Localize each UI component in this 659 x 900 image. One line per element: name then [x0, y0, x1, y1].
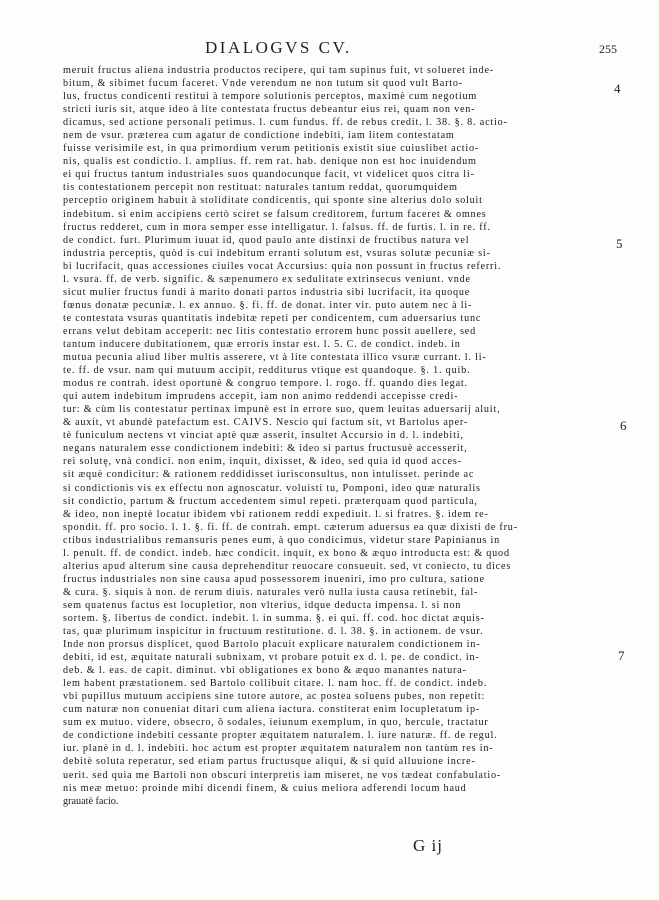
text-segment: & auxit, vt abundè patefactum est.: [63, 417, 234, 429]
text-line: bitum, & sibimet fucum faceret. Vnde verendum ne non tutum sit quod vult Barto-: [63, 78, 463, 90]
text-line: bi lucrifacit, quas accessiones ciuiles vocat Accursius: quia non possunt in fructus referri.: [63, 260, 502, 272]
text-line: indebitum. si enim accipiens certò sciret se falsum creditorem, furtum faceret & omnes: [63, 208, 487, 220]
text-line: iur. planè in d. l. indebiti. hoc actum est propter æquitatem naturalem non tantùm res in-: [63, 743, 494, 755]
running-title: DIALOGVS CV.: [205, 38, 352, 57]
text-line: errans velut debitam acceperit: nec litis contestatio errorem hunc possit auellere, sed: [63, 325, 477, 337]
text-line: rei solutę, vnà condici. non enim, inquit, dixisset, & ideo, sed quia id quod acces-: [63, 456, 462, 468]
text-line: nis meæ metuo: proinde mihi dicendi finem, & cuius meliora adferendi locum haud: [63, 782, 467, 794]
text-line: debitè soluta reperatur, sed etiam partus fructusque aliqui, & si quid alluuione incre-: [63, 756, 476, 768]
signature-mark: G ij: [413, 836, 443, 855]
text-line: vbi pupillus mutuum accipiens sine tutore autore, ac postea soluens pubes, non repetit:: [63, 691, 486, 703]
text-line: Inde non prorsus displicet, quod Bartolo placuit explicare naturalem condictionem in-: [63, 639, 481, 651]
text-line: te contestata vsuras quantitatis indebitæ repeti per condicentem, cum aduersarius tunc: [63, 312, 482, 324]
page-number: 255: [599, 42, 617, 56]
text-line: de condict. furt. Plurimum iuuat id, quod paulo ante distinxi de fructibus natura vel: [63, 234, 470, 246]
text-line: tè funiculum nectens vt vinciat aptè quæ asserit, insultet Accursio in d. l. indebiti,: [63, 430, 464, 442]
text-line: si condictionis vis ex effectu non agnoscatur. voluisti tu, Pomponi, ideo quæ naturalis: [63, 482, 481, 494]
text-line: grauatè facio.: [63, 795, 119, 807]
text-line: tur: & cùm lis contestatur pertinax impunè est in errore suo, quem leuitas aduersarij aluit,: [63, 404, 501, 416]
text-line: te. ff. de vsur. nam qui mutuum accipit, redditurus vtique est quandoque. §. 1. quib.: [63, 365, 471, 377]
margin-note-6: 6: [620, 418, 627, 433]
text-line: & cura. §. siquis à non. de rerum diuis. naturales verò nulla iusta causa retinebit, fal-: [63, 586, 479, 598]
text-line: debiti, id est, æquitate naturali subnixam, vt probare potuit ex d. l. pe. de condict. in-: [63, 652, 480, 664]
text-line: l. penult. ff. de condict. indeb. hæc condicit. inquit, ex bono & æquo introducta est: & quod: [63, 547, 510, 559]
text-line: & ideo, non ineptè locatur ibidem vbi rationem reddi expediuit. l. si fratres. §. idem re-: [63, 508, 489, 520]
text-line: cum naturæ non conueniat ditari cum aliena iactura. constiterat enim locupletatum ip-: [63, 704, 481, 716]
text-line: stricti iuris sit, atque ideo à lite contestata fructus debeantur eius rei, quam non ven-: [63, 104, 476, 116]
text-line: fœnus donatæ pecuniæ. l. ex annuo. §. fi. ff. de donat. inter vir. puto autem nec à li-: [63, 299, 473, 311]
text-line: ei qui fructus tantum industriales suos quandocunque facit, vt videlicet quos citra li-: [63, 169, 475, 181]
text-line: lus, fructus condicenti restitui à tempore solutionis perceptos, maximè cum negotium: [63, 91, 478, 103]
text-line: fructus redderet, cum in mora semper esse intelligatur. l. falsus. ff. de furtis. l. in re. ff.: [63, 221, 491, 233]
margin-note-7: 7: [618, 648, 625, 663]
text-line: sicut mulier fructus fundi à marito donati partos industria sibi lucrifacit, ita quoque: [63, 286, 471, 298]
text-line: modus re contrah. idest oportunè & congruo tempore. l. rogo. ff. quando dies legat.: [63, 378, 468, 390]
text-segment: . Nescio qui factum sit, vt Bartolus aper-: [269, 417, 469, 429]
text-line: sortem. §. libertus de condict. indebit. l. in summa. §. ei qui. ff. cod. hoc dictat æquis-: [63, 612, 485, 624]
text-line: perceptio originem habuit à stoliditate condicentis, qui sponte sine alterius dolo soluit: [63, 195, 483, 207]
text-line: deb. & l. eas. de capit. diminut. vbi obligationes ex bono & æquo manantes natura-: [63, 665, 467, 677]
text-line: qui autem indebitum imprudens accepit, iam non animo reddendi accepisse credi-: [63, 391, 459, 403]
text-line: industria perceptis, quòd is cui indebitum erranti solutum est, vsuras solutæ pecuniæ si-: [63, 247, 491, 259]
text-line: dicamus, sed actione personali petimus. l. cum fundus. ff. de rebus credit. l. 38. §. 8. actio-: [63, 117, 508, 129]
text-line: ctibus industrialibus remansuris penes eum, à quo condicimus, videtur stare Papinianus in: [63, 534, 501, 546]
text-line: alterius apud alterum sine causa deprehenditur reuocare consueuit. sed, vt coniecto, tu dices: [63, 560, 512, 572]
text-line: l. vsura. ff. de verb. signific. & sæpenumero ex sedulitate extrinsecus veniunt. vnde: [63, 273, 471, 285]
body-text: [63, 64, 593, 808]
margin-note-5: 5: [616, 236, 623, 251]
text-line: sum ex mutuo. videre, obsecro, ô sodales, ieiunum exemplum, in quo, hercule, tractatur: [63, 717, 489, 729]
text-line: nem de vsur. præterea cum agatur de condictione indebiti, iam litem contestatam: [63, 130, 455, 142]
text-line: fuisse verisimile est, in qua primordium verum petitionis existit siue cuiuslibet actio-: [63, 143, 480, 155]
text-line: mutua pecunia aliud liber multis asserere, vt à lite contestata illico vsuræ currant. l. li-: [63, 352, 487, 364]
margin-note-4: 4: [614, 81, 621, 96]
text-line: tantum inducere dubitationem, quæ erroris instar est. l. 5. C. de condict. indeb. in: [63, 338, 461, 350]
text-line: spondit. ff. pro socio. l. 1. §. fi. ff. de contrah. empt. cæterum aduersus ea quæ dixisti de fru-: [63, 521, 518, 533]
text-line: sit æquè condicitur: & rationem reddidisset iurisconsultus, non intulisset. perinde ac: [63, 469, 475, 481]
text-line: sem quatenus factus est locupletior, non vlterius, idque deducta impensa. l. si non: [63, 599, 462, 611]
text-line: de condictione indebiti cessante propter æquitatem naturalem. l. iure naturæ. ff. de regul.: [63, 730, 498, 742]
text-line: negans naturalem esse condictionem indebiti: & ideo si partus fructusuè accesserit,: [63, 443, 468, 455]
text-line: nis, qualis est condictio. l. amplius. ff. rem rat. hab. denique non est hoc inuidendum: [63, 156, 477, 168]
text-line: meruit fructus aliena industria productos recipere, qui tam supinus fuit, vt solueret inde-: [63, 65, 494, 76]
text-line: lem habent præstationem. sed Bartolo collibuit citare. l. nam hoc. ff. de condict. indeb.: [63, 678, 488, 690]
text-line: fructus industriales non sine causa apud possessorem inueniri, imo pro cultura, satione: [63, 573, 485, 585]
speaker-label: CAIVS: [233, 417, 270, 429]
text-line: uerit. sed quia me Bartoli non obscuri interpretis iam miseret, ne vos tædeat confabulatio-: [63, 769, 502, 781]
text-line: tis contestationem percepit non restituat: naturales tantum reddat, quorumquidem: [63, 182, 458, 194]
text-line: [63, 416, 593, 429]
text-line: sit condictio, partum & fructum accedentem simul repeti. præterquam quod particula,: [63, 495, 478, 507]
text-line: tas, quæ plurimum inspicitur in fructuum restitutione. d. l. 38. §. in actionem. de vsur.: [63, 626, 484, 638]
